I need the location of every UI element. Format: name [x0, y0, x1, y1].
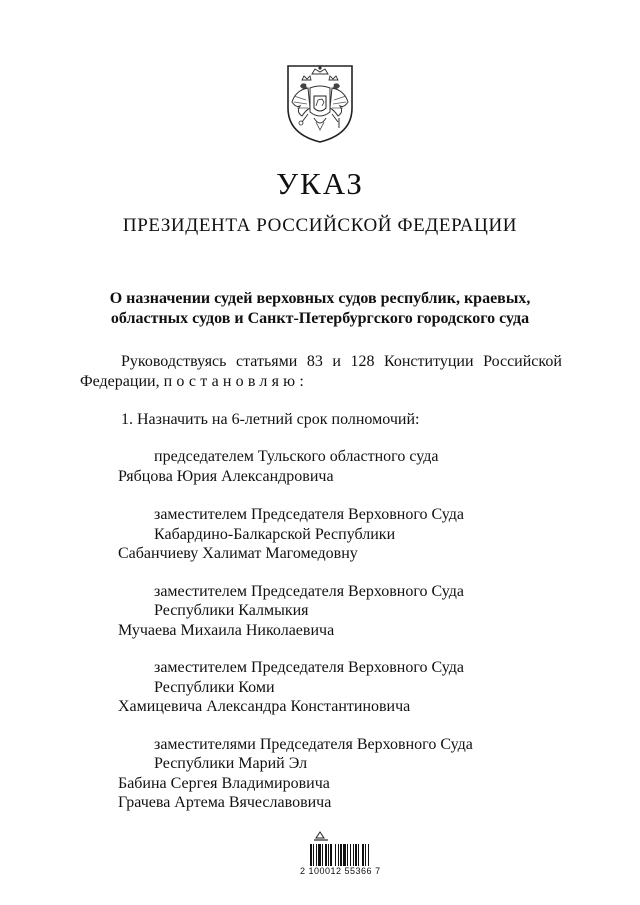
document-heading-line-2: областных судов и Санкт-Петербургского городского суда [110, 310, 530, 327]
preamble-word: и [332, 353, 341, 370]
document-title: УКАЗ [276, 166, 364, 201]
appointment-position: заместителем Председателя Верховного Суда [154, 659, 464, 676]
item-1: 1. Назначить на 6-летний срок полномочий: [121, 411, 420, 428]
appointment-position: Кабардино-Балкарской Республики [154, 526, 396, 543]
preamble-word: 128 [350, 353, 375, 370]
barcode-mark-icon [314, 832, 328, 840]
appointment-position: Республики Коми [154, 679, 275, 696]
barcode-number: 2 100012 55366 7 [300, 866, 381, 876]
preamble-word: Конституции [383, 353, 474, 370]
coat-of-arms-emblem [282, 62, 358, 144]
preamble-word: Руководствуясь [121, 353, 227, 370]
appointment-position: Республики Марий Эл [154, 755, 308, 772]
appointment-name: Сабанчиеву Халимат Магомедовну [118, 545, 358, 562]
appointment-position: председателем Тульского областного суда [154, 448, 439, 465]
document-heading-line-1: О назначении судей верховных судов республик, краевых, [109, 290, 531, 307]
appointment-name: Рябцова Юрия Александровича [118, 468, 334, 485]
appointment-name: Грачева Артема Вячеславовича [118, 794, 332, 811]
appointment-name: Хамицевича Александра Константиновича [118, 698, 411, 715]
decree-verb-spaced: постановляю: [163, 373, 308, 390]
preamble-line-2-start: Федерации, [80, 373, 160, 390]
appointment-position: заместителем Председателя Верховного Суда [154, 583, 464, 600]
appointment-name: Бабина Сергея Владимировича [118, 775, 330, 792]
preamble-word: Российской [483, 353, 562, 370]
appointment-position: заместителем Председателя Верховного Суда [154, 506, 464, 523]
barcode-bars [310, 844, 369, 866]
appointment-position: заместителями Председателя Верховного Суда [154, 736, 473, 753]
preamble-line-2 [80, 372, 308, 392]
appointment-position: Республики Калмыкия [154, 602, 309, 619]
appointment-name: Мучаева Михаила Николаевича [118, 622, 335, 639]
document-subtitle: ПРЕЗИДЕНТА РОССИЙСКОЙ ФЕДЕРАЦИИ [122, 215, 518, 236]
preamble-line-1 [121, 352, 562, 372]
preamble-word: 83 [306, 353, 323, 370]
preamble-word: статьями [235, 353, 298, 370]
